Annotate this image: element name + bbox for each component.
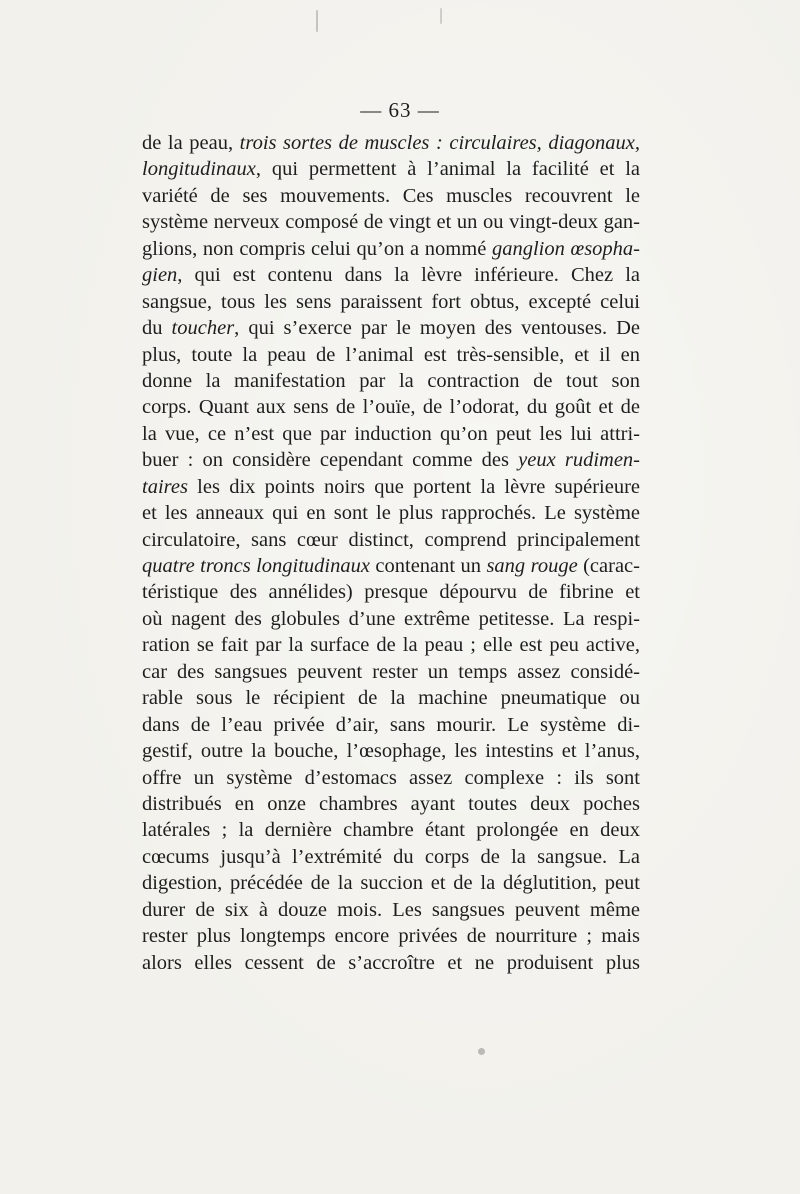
text-run: rester plus longtemps encore privées de nourriture ; mais: [142, 925, 640, 948]
text-line: [142, 368, 640, 394]
italic-text: yeux rudimen-: [518, 449, 640, 472]
text-line: [142, 130, 640, 156]
text-run: contenant un: [369, 555, 487, 577]
text-line: [142, 553, 640, 579]
text-run: la vue, ce n’est que par induction qu’on peut les lui attri-: [142, 422, 640, 445]
italic-text: toucher: [171, 317, 235, 340]
text-run: durer de six à douze mois. Les sangsues peuvent même: [142, 898, 640, 921]
text-line: [142, 447, 640, 473]
text-run: de la peau,: [142, 132, 240, 154]
text-line: [142, 870, 640, 896]
italic-text: sang rouge: [486, 555, 578, 577]
text-line: [142, 421, 640, 447]
text-line: [142, 791, 640, 817]
text-run: du: [142, 317, 172, 340]
text-run: offre un système d’estomacs assez complexe : ils sont: [142, 766, 640, 789]
italic-text: quatre troncs longitudinaux: [142, 555, 370, 577]
text-line: [142, 209, 640, 235]
text-run: circulatoire, sans cœur distinct, comprend principalement: [142, 528, 640, 551]
text-run: dans de l’eau privée d’air, sans mourir. Le système di-: [142, 713, 640, 736]
text-run: plus, toute la peau de l’animal est très-sensible, et il en: [142, 343, 640, 366]
text-run: rable sous le récipient de la machine pneumatique ou: [142, 687, 640, 710]
text-line: [142, 579, 640, 605]
text-line: [142, 500, 640, 526]
italic-text: longitudinaux: [142, 158, 256, 181]
text-run: donne la manifestation par la contraction de tout son: [142, 369, 640, 392]
text-run: ration se fait par la surface de la peau ; elle est peu active,: [142, 634, 640, 657]
text-line: [142, 527, 640, 553]
text-run: buer : on considère cependant comme des: [142, 449, 519, 472]
body-text: [142, 130, 640, 976]
text-run: gestif, outre la bouche, l’œsophage, les intestins et l’anus,: [142, 740, 640, 763]
page-number: — 63 —: [360, 98, 440, 122]
text-line: [142, 844, 640, 870]
text-run: , qui est contenu dans la lèvre inférieure. Chez la: [177, 264, 640, 287]
text-line: [142, 289, 640, 315]
text-run: alors elles cessent de s’accroître et ne produisent plus: [142, 951, 640, 974]
text-run: système nerveux composé de vingt et un ou vingt-deux gan-: [142, 211, 640, 234]
text-run: , qui permettent à l’animal la facilité et la: [255, 158, 640, 181]
text-line: [142, 342, 640, 368]
text-line: [142, 156, 640, 182]
text-run: corps. Quant aux sens de l’ouïe, de l’odorat, du goût et de: [142, 396, 640, 419]
text-line: [142, 923, 640, 949]
italic-text: gien: [142, 264, 178, 287]
text-run: et les anneaux qui en sont le plus rapprochés. Le système: [142, 502, 640, 525]
text-line: [142, 262, 640, 288]
text-line: [142, 738, 640, 764]
paper-speck: [478, 1048, 485, 1055]
text-run: téristique des annélides) presque dépourvu de fibrine et: [142, 581, 640, 604]
text-line: [142, 765, 640, 791]
text-line: [142, 897, 640, 923]
italic-text: taires: [142, 475, 188, 498]
text-line: [142, 236, 640, 262]
text-line: [142, 817, 640, 843]
text-run: car des sangsues peuvent rester un temps assez considé-: [142, 660, 640, 683]
text-run: cœcums jusqu’à l’extrémité du corps de la sangsue. La: [142, 845, 640, 868]
text-line: [142, 606, 640, 632]
text-line: [142, 685, 640, 711]
italic-text: ganglion œsopha-: [491, 237, 641, 260]
paper-mark: [316, 10, 318, 32]
paper-mark: [440, 8, 442, 24]
text-run: variété de ses mouvements. Ces muscles recouvrent le: [142, 184, 640, 207]
text-line: [142, 950, 640, 976]
text-run: les dix points noirs que portent la lèvre supérieure: [187, 475, 640, 498]
text-line: [142, 712, 640, 738]
text-line: [142, 659, 640, 685]
text-run: glions, non compris celui qu’on a nommé: [142, 237, 492, 260]
text-line: [142, 315, 640, 341]
text-run: sangsue, tous les sens paraissent fort obtus, excepté celui: [142, 290, 640, 313]
text-line: [142, 474, 640, 500]
text-run: (carac-: [577, 555, 640, 577]
text-run: , qui s’exerce par le moyen des ventouses. De: [234, 317, 641, 340]
text-run: distribués en onze chambres ayant toutes deux poches: [142, 792, 640, 815]
italic-text: trois sortes de muscles : circulaires, diagonaux,: [239, 132, 641, 154]
text-run: où nagent des globules d’une extrême petitesse. La respi-: [142, 607, 640, 630]
text-run: digestion, précédée de la succion et de la déglutition, peut: [142, 872, 640, 895]
text-line: [142, 632, 640, 658]
text-run: latérales ; la dernière chambre étant prolongée en deux: [142, 819, 640, 842]
text-line: [142, 394, 640, 420]
text-line: [142, 183, 640, 209]
